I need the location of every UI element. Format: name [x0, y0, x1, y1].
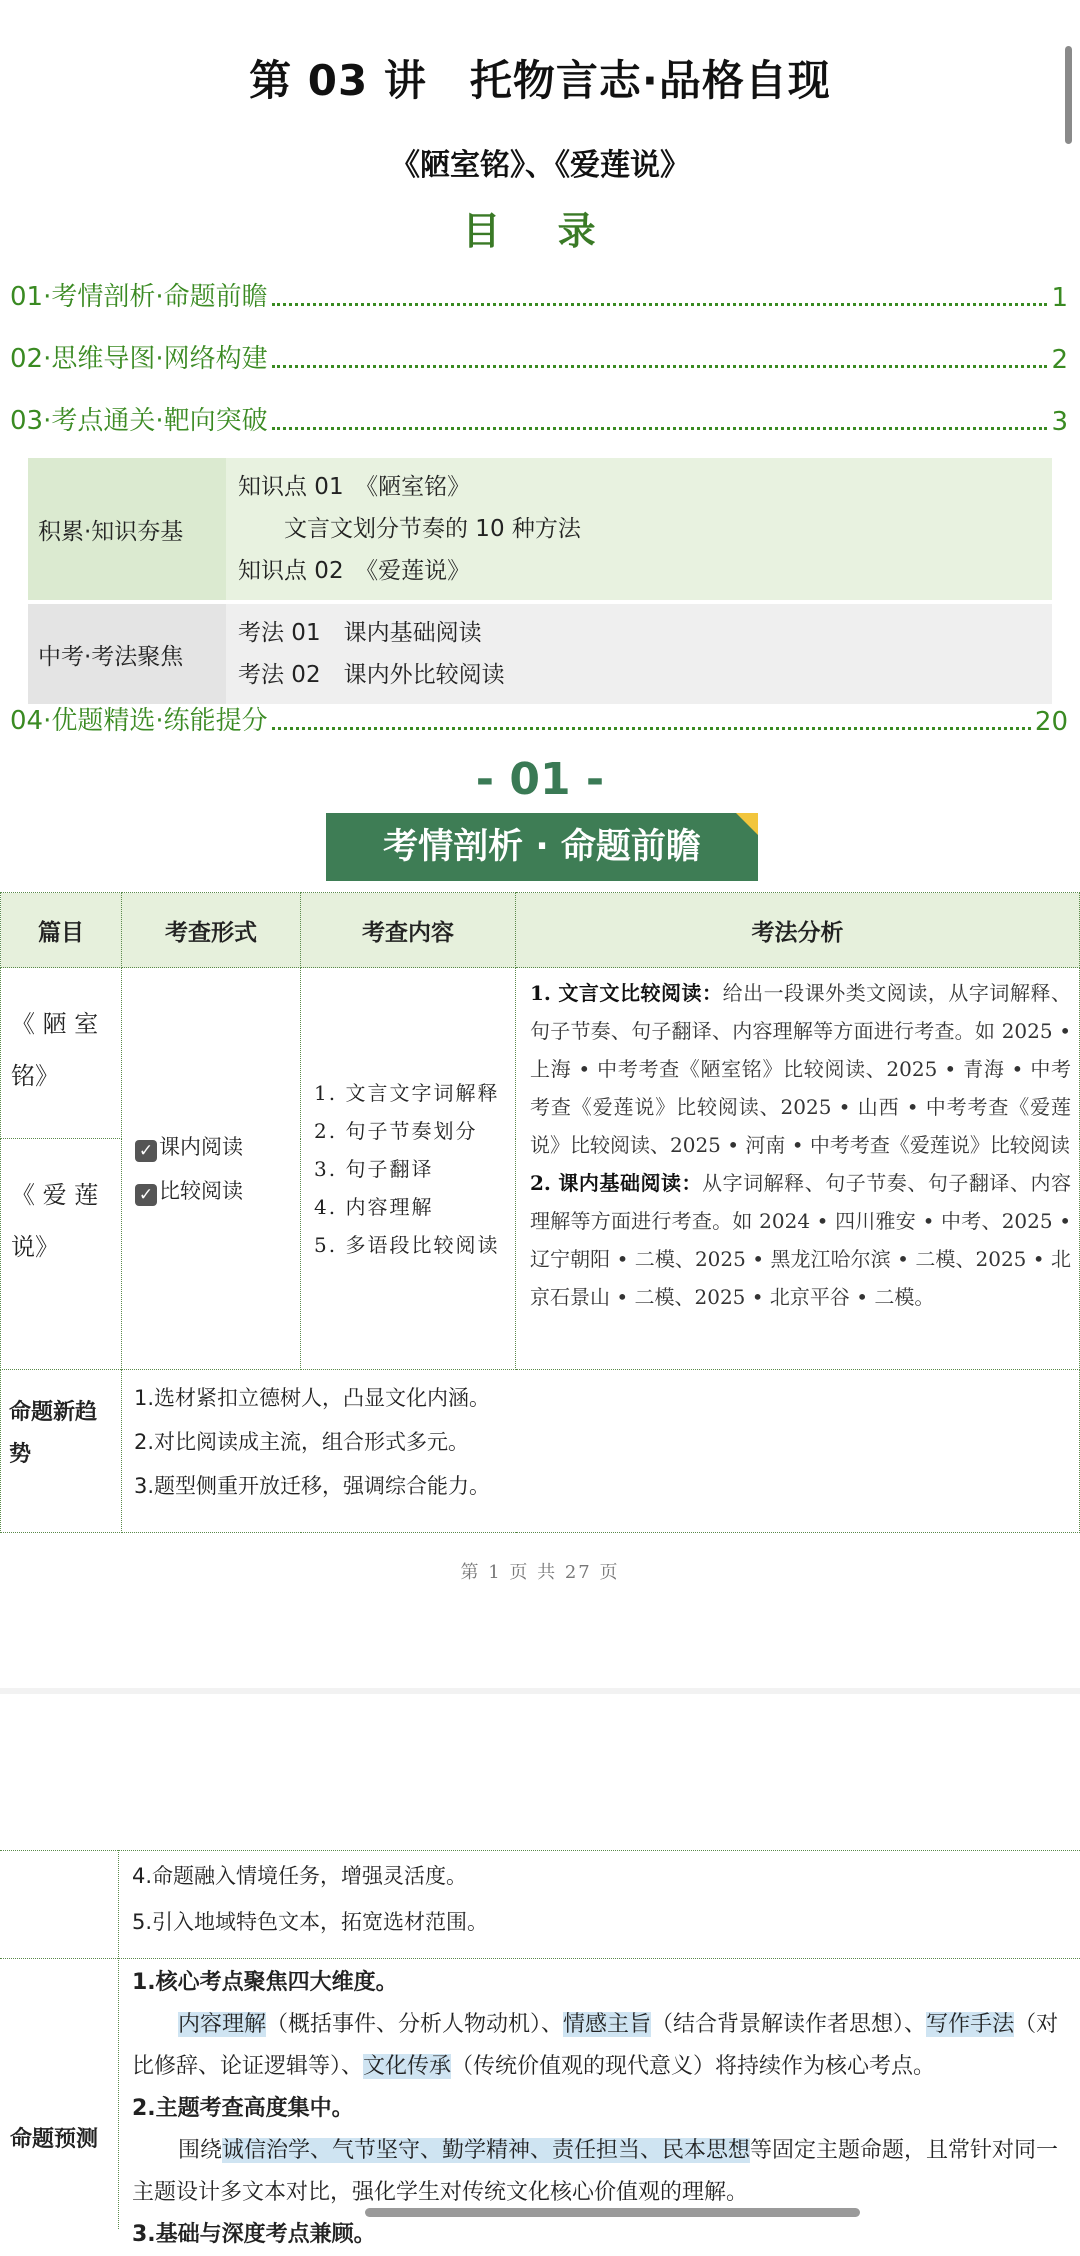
- toc-subitem[interactable]: 知识点 02 《爱莲说》: [238, 558, 471, 584]
- table-row-divider: [0, 1958, 1080, 1959]
- checkbox-icon: ✓: [135, 1184, 157, 1206]
- toc-entry-page: 20: [1034, 707, 1068, 737]
- form-cell: [122, 968, 301, 1370]
- toc-entry-01[interactable]: [10, 276, 1068, 313]
- toc-leader-dots: [272, 427, 1048, 430]
- toc-subitem[interactable]: 考法 02 课内外比较阅读: [238, 662, 505, 688]
- table-column-divider: [118, 1850, 119, 2229]
- highlight-term: 写作手法: [926, 2012, 1015, 2037]
- trend-item: 1.选材紧扣立德树人，凸显文化内涵。: [134, 1386, 491, 1410]
- toc-leader-dots: [272, 727, 1031, 730]
- toc-group-items: [226, 458, 1052, 600]
- form-label: 课内阅读: [159, 1134, 243, 1159]
- prediction-label: 命题预测: [10, 2127, 99, 2152]
- exam-analysis-table: [0, 892, 1080, 1533]
- analysis-paragraph: 1. 文言文比较阅读：给出一段课外类文阅读，从字词解释、句子节奏、句子翻译、内容理解等方面进行考查。如 2025 • 上海 • 中考考查《陋室铭》比较阅读、2025 • 青海 • 中考考查《爱莲说》比较阅读、2025 • 山西 • 中考考查《爱莲说》比较阅读、2025 • 河南 • 中考考查《爱莲说》比较阅读: [530, 981, 1071, 1157]
- prediction-paragraph: 内容理解（概括事件、分析人物动机）、情感主旨（结合背景解读作者思想）、写作手法（对比修辞、论证逻辑等）、文化传承（传统价值观的现代意义）将持续作为核心考点。: [132, 2012, 1059, 2079]
- page-subtitle: 《陋室铭》、《爱莲说》: [390, 148, 690, 183]
- toc-entry-page: 1: [1051, 283, 1068, 313]
- home-indicator[interactable]: [365, 2208, 860, 2217]
- toc-group-items: [226, 604, 1052, 704]
- toc-entry-label: 04·优题精选·练能提分: [10, 706, 268, 736]
- prediction-heading: 3.基础与深度考点兼顾。: [132, 2222, 376, 2247]
- section-banner-text: 考情剖析 · 命题前瞻: [383, 827, 701, 867]
- content-item: 3. 句子翻译: [314, 1156, 434, 1181]
- form-checkbox-item[interactable]: [123, 1125, 299, 1169]
- toc-entry-04[interactable]: [10, 700, 1068, 737]
- highlight-term: 情感主旨: [563, 2012, 652, 2037]
- page-separator: [0, 1688, 1080, 1694]
- section-banner: [326, 813, 758, 881]
- table-header-cell: 篇目: [1, 893, 122, 968]
- trend-item: 5.引入地域特色文本，拓宽选材范围。: [132, 1910, 489, 1934]
- toc-entry-page: 3: [1051, 407, 1068, 437]
- banner-corner-decoration: [736, 813, 758, 835]
- section-number: - 01 -: [475, 754, 605, 805]
- toc-group-knowledge: [28, 458, 1052, 600]
- form-checkbox-item[interactable]: [123, 1169, 299, 1213]
- toc-entry-label: 02·思维导图·网络构建: [10, 344, 268, 374]
- piece-cell: 《 陋 室 铭》: [1, 968, 122, 1139]
- prediction-heading: 1.核心考点聚焦四大维度。: [132, 1970, 398, 1995]
- highlight-term: 诚信治学、气节坚守、勤学精神、责任担当、民本思想: [222, 2138, 751, 2163]
- table-header-cell: 考查形式: [122, 893, 301, 968]
- form-label: 比较阅读: [159, 1178, 243, 1203]
- table-header-row: [1, 893, 1080, 968]
- toc-leader-dots: [272, 303, 1048, 306]
- analysis-cell: [516, 968, 1080, 1370]
- toc-entry-label: 01·考情剖析·命题前瞻: [10, 282, 268, 312]
- toc-entry-page: 2: [1051, 345, 1068, 375]
- table-header-cell: 考查内容: [301, 893, 516, 968]
- checkbox-icon: ✓: [135, 1140, 157, 1162]
- trend-item: 2.对比阅读成主流，组合形式多元。: [134, 1430, 470, 1454]
- toc-heading: 目 录: [462, 209, 618, 253]
- toc-leader-dots: [272, 365, 1048, 368]
- toc-group-category: 积累·知识夯基: [28, 458, 226, 600]
- trend-label-cell: 命题新趋势: [1, 1370, 122, 1533]
- toc-subitem[interactable]: 知识点 01 《陋室铭》: [238, 474, 471, 500]
- table-border-top: [0, 1850, 1080, 1851]
- page-number-footer: 第 1 页 共 27 页: [460, 1562, 620, 1583]
- prediction-heading: 2.主题考查高度集中。: [132, 2096, 354, 2121]
- content-item: 2. 句子节奏划分: [314, 1118, 478, 1143]
- toc-entry-03[interactable]: [10, 400, 1068, 437]
- toc-group-category: 中考·考法聚焦: [28, 604, 226, 704]
- toc-entry-label: 03·考点通关·靶向突破: [10, 406, 268, 436]
- trend-row: [1, 1370, 1080, 1533]
- analysis-paragraph: 2. 课内基础阅读：从字词解释、句子节奏、句子翻译、内容理解等方面进行考查。如 2024 • 四川雅安 • 中考、2025 • 辽宁朝阳 • 二模、2025 • 黑龙江哈尔滨 • 二模、2025 • 北京石景山 • 二模、2025 • 北京平谷 • 二模。: [530, 1171, 1072, 1309]
- trend-item: 4.命题融入情境任务，增强灵活度。: [132, 1864, 468, 1888]
- table-header-cell: 考法分析: [516, 893, 1080, 968]
- content-item: 4. 内容理解: [314, 1194, 434, 1219]
- trend-items-cell: [122, 1370, 1080, 1533]
- content-cell: [301, 968, 516, 1370]
- toc-subitem[interactable]: 文言文划分节奏的 10 种方法: [238, 516, 581, 542]
- page-title: 第 03 讲 托物言志·品格自现: [249, 56, 831, 105]
- content-item: 5. 多语段比较阅读: [314, 1232, 500, 1257]
- table-row: [1, 968, 1080, 1139]
- piece-cell: 《 爱 莲 说》: [1, 1139, 122, 1370]
- highlight-term: 内容理解: [178, 2012, 267, 2037]
- content-item: 1. 文言文字词解释: [314, 1080, 500, 1105]
- toc-subitem[interactable]: 考法 01 课内基础阅读: [238, 620, 482, 646]
- trend-item: 3.题型侧重开放迁移，强调综合能力。: [134, 1474, 491, 1498]
- toc-entry-02[interactable]: [10, 338, 1068, 375]
- toc-subsection-box: [28, 458, 1052, 704]
- highlight-term: 文化传承: [363, 2054, 452, 2079]
- toc-group-exam: [28, 604, 1052, 704]
- prediction-paragraph: 围绕诚信治学、气节坚守、勤学精神、责任担当、民本思想等固定主题命题，且常针对同一主题设计多文本对比，强化学生对传统文化核心价值观的理解。: [132, 2138, 1059, 2205]
